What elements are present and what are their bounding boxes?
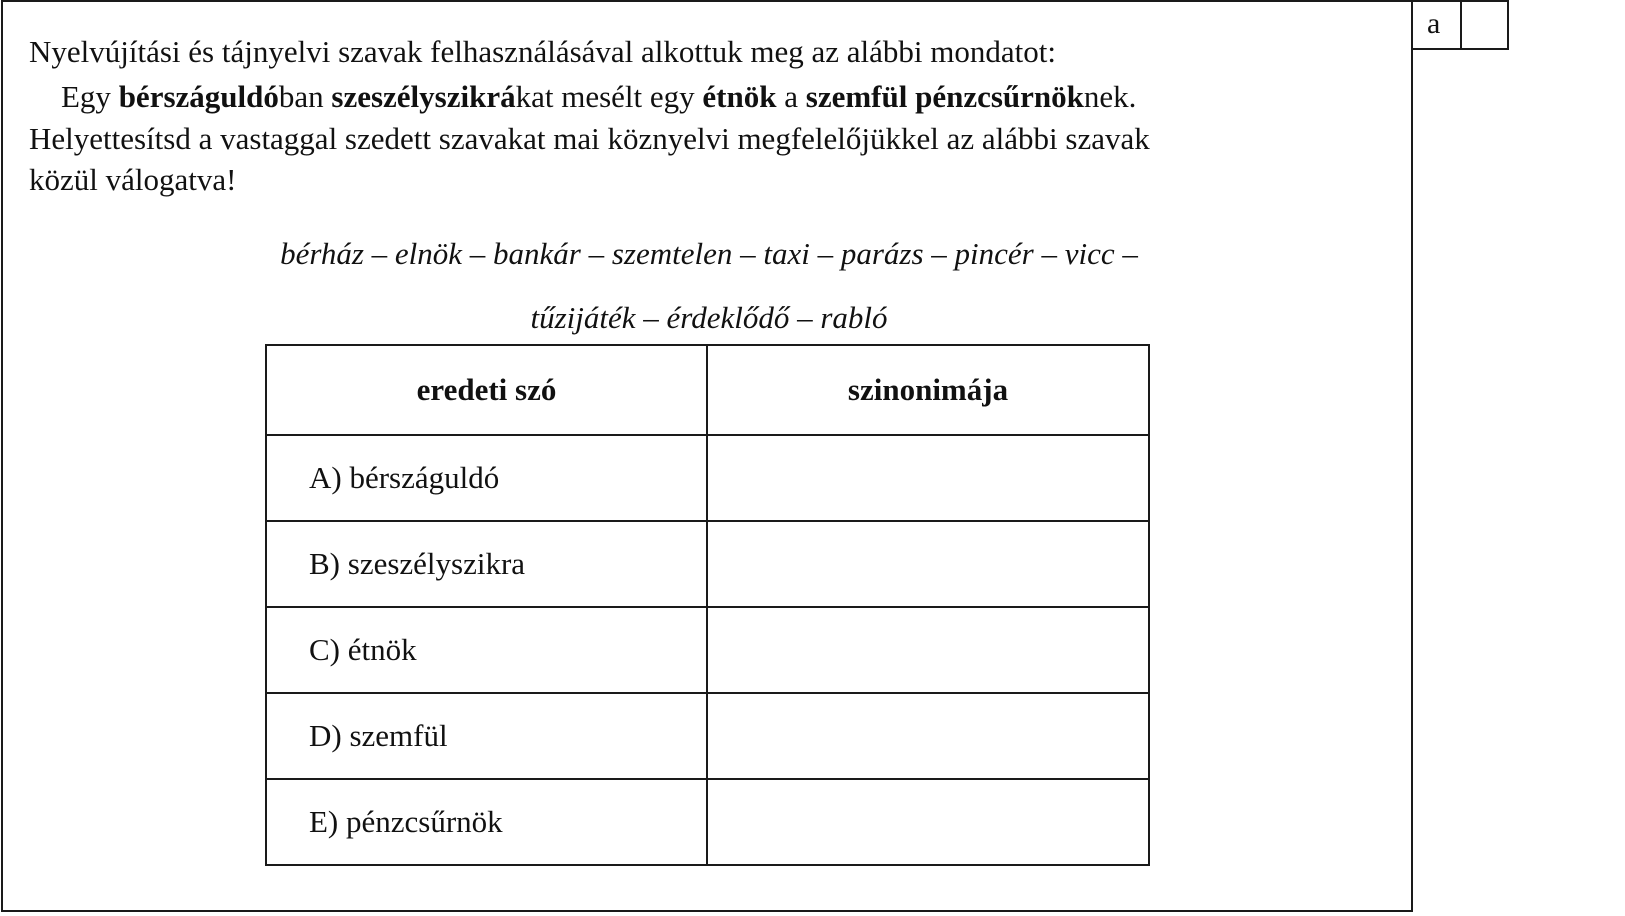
sentence-part: ban [278, 79, 332, 114]
sentence-part: nek. [1083, 79, 1137, 114]
original-word-cell: D) szemfül [266, 693, 707, 779]
instruction-intro: Nyelvújítási és tájnyelvi szavak felhasználásával alkottuk meg az alábbi mondatot: [29, 34, 1056, 69]
synonym-answer-cell[interactable] [707, 693, 1149, 779]
word-list-line-2: tűzijáték – érdeklődő – rabló [530, 300, 888, 335]
instruction-task-cont: közül válogatva! [29, 162, 237, 197]
original-word-cell: C) étnök [266, 607, 707, 693]
original-word-cell: A) bérszáguldó [266, 435, 707, 521]
sentence-bold-word: étnök [702, 79, 777, 114]
table-row [266, 607, 1149, 693]
original-word-cell: E) pénzcsűrnök [266, 779, 707, 865]
instruction-task: Helyettesítsd a vastaggal szedett szavakat mai köznyelvi megfelelőjükkel az alábbi szavak [29, 121, 1150, 156]
table-row [266, 779, 1149, 865]
table-row [266, 521, 1149, 607]
example-sentence [61, 79, 1136, 115]
score-label: a [1427, 7, 1441, 40]
synonym-answer-cell[interactable] [707, 779, 1149, 865]
synonym-answer-cell[interactable] [707, 521, 1149, 607]
sentence-part: Egy [61, 79, 119, 114]
synonym-answer-cell[interactable] [707, 435, 1149, 521]
sentence-bold-word: szemfül pénzcsűrnök [805, 79, 1084, 114]
header-synonym: szinonimája [707, 345, 1149, 435]
synonym-answer-cell[interactable] [707, 607, 1149, 693]
sentence-part: a [776, 79, 806, 114]
score-field[interactable] [1460, 2, 1507, 50]
table-row [266, 435, 1149, 521]
table-row [266, 693, 1149, 779]
score-box [1413, 0, 1509, 50]
header-original-word: eredeti szó [266, 345, 707, 435]
sentence-bold-word: szeszélyszikrá [331, 79, 516, 114]
word-list-line-1: bérház – elnök – bankár – szemtelen – taxi – parázs – pincér – vicc – [280, 236, 1138, 271]
answer-table [265, 344, 1150, 866]
table-header-row [266, 345, 1149, 435]
original-word-cell: B) szeszélyszikra [266, 521, 707, 607]
sentence-bold-word: bérszáguldó [118, 79, 279, 114]
sentence-part: kat mesélt egy [515, 79, 703, 114]
